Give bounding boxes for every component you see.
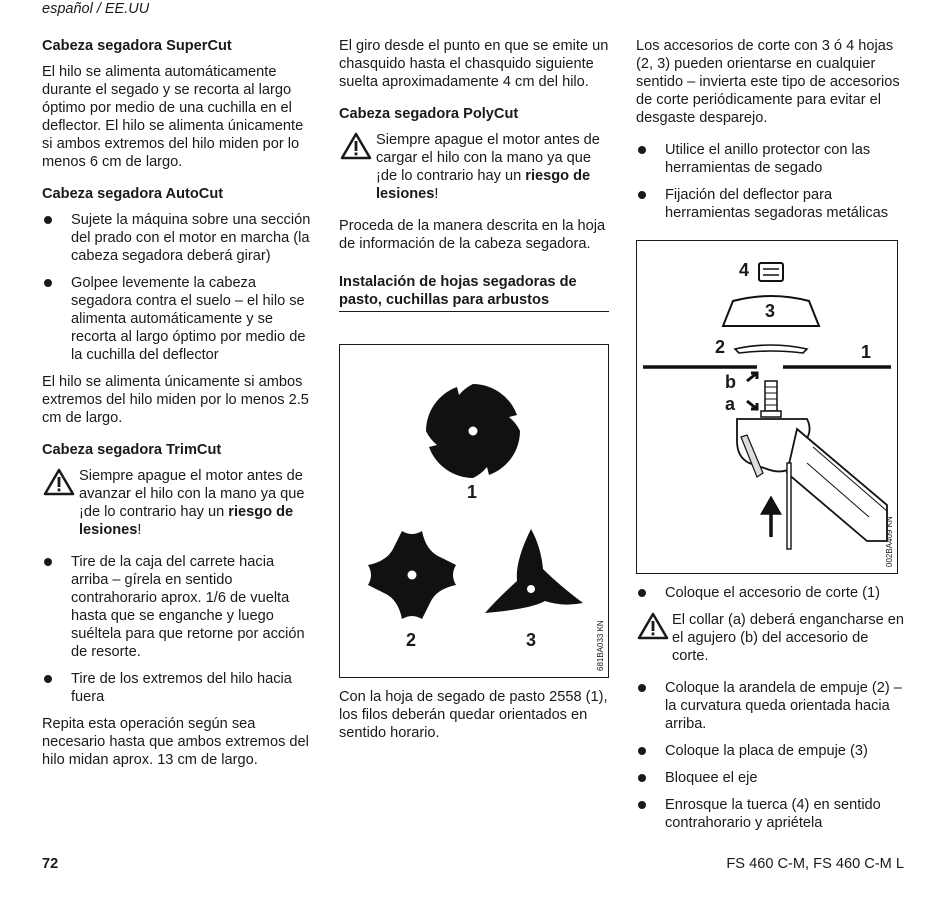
trimcut-bullet-1: Tire de la caja del carrete hacia arriba – gírela en sentido contrahorario aprox. 1/6 de vuelta hasta que se enganche y luego suéltela para que retorne por acción de resorte. [42,553,312,661]
autocut-bullet-2: Golpee levemente la cabeza segadora contra el suelo – el hilo se alimenta automáticamente y se recorta al largo óptimo por medio de la cuchilla del deflector [42,274,312,364]
polycut-warning-bold: riesgo de lesiones [376,168,591,202]
mount-illustration [637,241,897,573]
polycut-warning-text: Siempre apague el motor antes de cargar el hilo con la mano ya que ¡de lo contrario hay un [376,132,600,184]
col3-bullet-ring: Utilice el anillo protector con las herramientas de segado [636,141,908,177]
col3-bullet-washer: Coloque la arandela de empuje (2) – la curvatura queda orientada hacia arriba. [636,679,908,733]
col3-bullet-nut: Enrosque la tuerca (4) en sentido contrahorario y apriételа [636,796,908,832]
trimcut-warning [42,467,312,539]
model-name: FS 460 C-M, FS 460 C-M L [726,856,904,872]
fig-label-a: a [725,394,736,414]
fig-label-3b: 3 [765,301,776,321]
trimcut-text: Repita esta operación según sea necesario hasta que ambos extremos del hilo midan aprox. 13 cm de largo. [42,716,309,768]
grass-blade-1 [426,384,520,478]
supercut-title: Cabeza segadora SuperCut [42,38,232,54]
grass-blade-3 [485,529,583,613]
autocut-bullet-1: Sujete la máquina sobre una sección del prado con el motor en marcha (la cabeza segadora deberá girar) [42,211,312,265]
warning-icon [43,468,75,496]
fig-code: 681BA033 KN [596,620,605,671]
drive-tube [787,429,887,541]
mount-figure [636,240,898,574]
autocut-title: Cabeza segadora AutoCut [42,186,224,202]
fig-label-1: 1 [467,482,478,502]
column-2 [339,37,609,756]
col3-bullet-lock: Bloquee el eje [636,769,908,787]
polycut-title: Cabeza segadora PolyCut [339,106,519,122]
trimcut-warning-end: ! [137,522,142,538]
blades-caption: Con la hoja de segado de pasto 2558 (1), los filos deberán quedar orientados en sentido horario. [339,689,608,741]
autocut-text: El hilo se alimenta únicamente si ambos extremos del hilo miden por lo menos 2.5 cm de largo. [42,374,309,426]
install-title: Instalación de hojas segadoras de pasto, cuchillas para arbustos [339,273,609,312]
blades-illustration [340,345,608,677]
column-3 [636,37,908,841]
col3-intro: Los accesorios de corte con 3 ó 4 hojas (2, 3) pueden orientarse en cualquier sentido – invierta este tipo de accesorios de corte periódicamente para evitar el desgaste desparejo. [636,38,900,126]
grass-blade-2 [368,531,456,619]
warning-icon [340,132,372,160]
trimcut-warning-bold: riesgo de lesiones [79,504,294,538]
fig-label-2b: 2 [715,337,726,357]
thrust-washer-2 [735,345,807,353]
polycut-text: Proceda de la manera descrita en la hoja de información de la cabeza segadora. [339,218,606,252]
col3-bullet-plate: Coloque la placa de empuje (3) [636,742,908,760]
trimcut-bullet-2: Tire de los extremos del hilo hacia fuera [42,670,312,706]
fig-label-2: 2 [406,630,417,650]
collar-warning-text: El collar (a) deberá engancharse en el agujero (b) del accesorio de corte. [672,612,905,664]
polycut-warning-end: ! [434,186,439,202]
nut-4 [759,263,783,281]
page-header-language: español / EE.UU [42,1,150,17]
col3-bullet-mount: Coloque el accesorio de corte (1) [636,584,908,602]
trimcut-warning-text: Siempre apague el motor antes de avanzar el hilo con la mano ya que ¡de lo contrario hay un [79,468,305,520]
collar-warning [636,611,908,665]
fig-label-b: b [725,372,736,392]
column-1 [42,37,312,783]
polycut-warning [339,131,609,203]
fig-label-1b: 1 [861,342,872,362]
page-number: 72 [42,856,59,872]
blades-figure [339,344,609,678]
fig-label-4: 4 [739,260,750,280]
supercut-text: El hilo se alimenta automáticamente durante el segado y se recorta al largo óptimo por medio de una cuchilla en el deflector. El hilo se alimenta únicamente si ambos extremos del hilo miden por lo menos 6 cm de largo. [42,64,304,170]
fig-code-2: 002BA409 KN [885,516,894,567]
fig-label-3: 3 [526,630,537,650]
col3-bullet-deflector: Fijación del deflector para herramientas segadoras metálicas [636,186,908,222]
trimcut-title: Cabeza segadora TrimCut [42,442,222,458]
warning-icon [637,612,669,640]
col2-intro: El giro desde el punto en que se emite un chasquido hasta el chasquido siguiente suelta aproximadamente 4 cm del hilo. [339,38,609,90]
